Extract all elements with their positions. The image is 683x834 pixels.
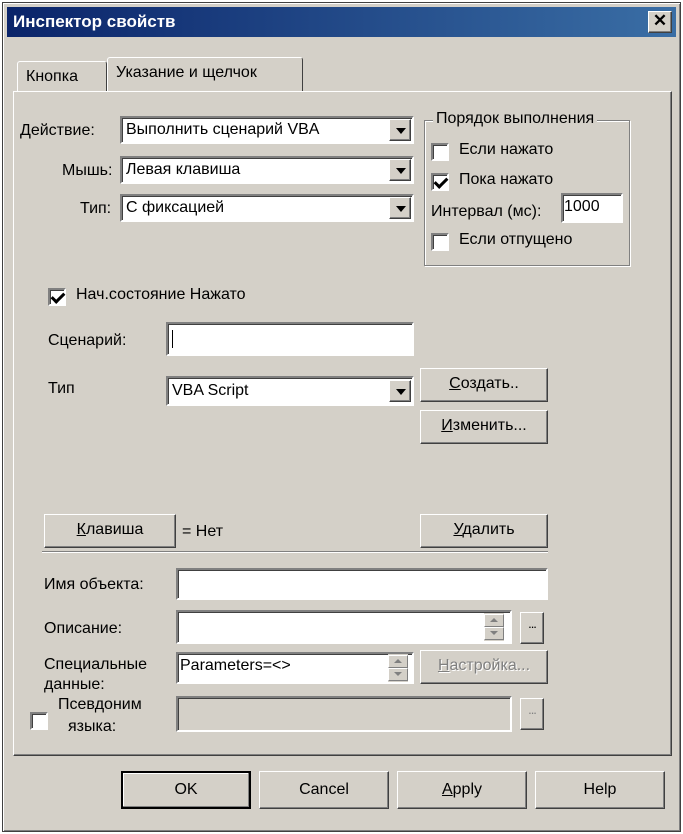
settings-button[interactable] bbox=[420, 650, 548, 684]
type-value: С фиксацией bbox=[126, 199, 225, 216]
description-input[interactable] bbox=[176, 610, 512, 644]
tab-button[interactable] bbox=[17, 61, 107, 91]
property-inspector-window bbox=[2, 2, 681, 832]
cancel-label: Cancel bbox=[299, 781, 349, 798]
tab-button-label: Кнопка bbox=[26, 68, 78, 85]
create-button[interactable] bbox=[420, 368, 548, 402]
create-label: оздать.. bbox=[460, 375, 519, 392]
mouse-combo[interactable] bbox=[120, 156, 414, 184]
help-button[interactable] bbox=[535, 771, 665, 809]
apply-label: pply bbox=[452, 781, 483, 798]
tab-hint-and-click[interactable] bbox=[107, 57, 303, 91]
execution-order-group bbox=[424, 110, 630, 266]
script-type-value: VBA Script bbox=[172, 382, 249, 399]
separator bbox=[42, 551, 548, 553]
special-data-value: Parameters=<> bbox=[180, 657, 291, 674]
spin-up-icon[interactable] bbox=[388, 655, 408, 668]
description-label: Описание: bbox=[44, 620, 123, 637]
close-icon: ✕ bbox=[652, 11, 668, 30]
while-pressed-label: Пока нажато bbox=[459, 171, 554, 188]
language-alias-checkbox[interactable] bbox=[30, 712, 48, 730]
settings-label: астройка... bbox=[449, 657, 531, 674]
interval-label: Интервал (мс): bbox=[431, 203, 542, 220]
if-pressed-label: Если нажато bbox=[459, 141, 554, 158]
mouse-label: Мышь: bbox=[62, 162, 113, 179]
key-value: = Нет bbox=[182, 523, 224, 540]
cancel-button[interactable] bbox=[259, 771, 389, 809]
initial-state-checkbox[interactable] bbox=[48, 288, 66, 306]
script-type-combo[interactable] bbox=[166, 376, 414, 406]
ellipsis-icon: ... bbox=[528, 702, 536, 717]
edit-label: зменить... bbox=[452, 417, 527, 434]
spin-up-icon[interactable] bbox=[484, 614, 504, 627]
edit-button[interactable] bbox=[420, 410, 548, 444]
ellipsis-icon: ... bbox=[528, 616, 536, 631]
window-title: Инспектор свойств bbox=[13, 12, 176, 31]
script-input[interactable] bbox=[166, 322, 414, 356]
chevron-down-icon[interactable] bbox=[389, 159, 411, 181]
object-name-input[interactable] bbox=[176, 568, 548, 600]
script-type-label: Тип bbox=[48, 380, 75, 397]
key-label: лавиша bbox=[85, 521, 144, 538]
close-button[interactable] bbox=[648, 11, 672, 33]
type-combo[interactable] bbox=[120, 194, 414, 222]
type-label: Тип: bbox=[80, 200, 112, 217]
language-alias-input[interactable] bbox=[176, 696, 512, 732]
action-combo[interactable] bbox=[120, 116, 414, 144]
language-alias-more-button[interactable] bbox=[520, 698, 544, 730]
language-alias-label-line2: языка: bbox=[68, 718, 117, 735]
if-released-checkbox[interactable] bbox=[431, 233, 449, 251]
edit-hotkey: И bbox=[441, 417, 453, 434]
delete-hotkey: У bbox=[453, 521, 463, 538]
settings-hotkey: Н bbox=[437, 657, 450, 674]
execution-order-legend: Порядок выполнения bbox=[433, 110, 597, 128]
spin-down-icon[interactable] bbox=[388, 668, 408, 681]
object-name-label: Имя объекта: bbox=[44, 576, 144, 593]
chevron-down-icon[interactable] bbox=[389, 380, 411, 402]
action-value: Выполнить сценарий VBA bbox=[126, 121, 320, 138]
special-data-label-line1: Специальные bbox=[44, 656, 148, 673]
special-data-label-line2: данные: bbox=[44, 676, 105, 693]
apply-button[interactable] bbox=[397, 771, 527, 809]
tab-hint-and-click-label: Указание и щелчок bbox=[116, 64, 257, 81]
title-bar[interactable] bbox=[7, 7, 676, 37]
delete-label: далить bbox=[462, 521, 515, 538]
delete-button[interactable] bbox=[420, 514, 548, 548]
interval-input[interactable] bbox=[561, 193, 623, 223]
tab-panel bbox=[13, 91, 672, 756]
text-caret bbox=[172, 330, 173, 348]
script-label: Сценарий: bbox=[48, 332, 127, 349]
create-hotkey: С bbox=[449, 375, 461, 392]
help-label: Help bbox=[583, 781, 617, 798]
language-alias-label-line1: Псевдоним bbox=[58, 696, 142, 713]
if-released-label: Если отпущено bbox=[459, 231, 573, 248]
ok-label: OK bbox=[174, 781, 198, 798]
ok-button[interactable] bbox=[121, 771, 251, 809]
mouse-value: Левая клавиша bbox=[126, 161, 241, 178]
description-more-button[interactable] bbox=[520, 612, 544, 644]
spin-down-icon[interactable] bbox=[484, 627, 504, 640]
chevron-down-icon[interactable] bbox=[389, 197, 411, 219]
if-pressed-checkbox[interactable] bbox=[431, 143, 449, 161]
special-data-input[interactable] bbox=[176, 652, 414, 684]
interval-value: 1000 bbox=[564, 198, 600, 215]
description-spinner[interactable] bbox=[484, 613, 504, 641]
while-pressed-checkbox[interactable] bbox=[431, 173, 449, 191]
action-label: Действие: bbox=[20, 122, 95, 139]
initial-state-label: Нач.состояние Нажато bbox=[76, 286, 246, 303]
special-data-spinner[interactable] bbox=[388, 654, 408, 682]
key-button[interactable] bbox=[44, 514, 176, 548]
chevron-down-icon[interactable] bbox=[389, 119, 411, 141]
apply-hotkey: A bbox=[441, 781, 453, 798]
key-hotkey: К bbox=[76, 521, 86, 538]
